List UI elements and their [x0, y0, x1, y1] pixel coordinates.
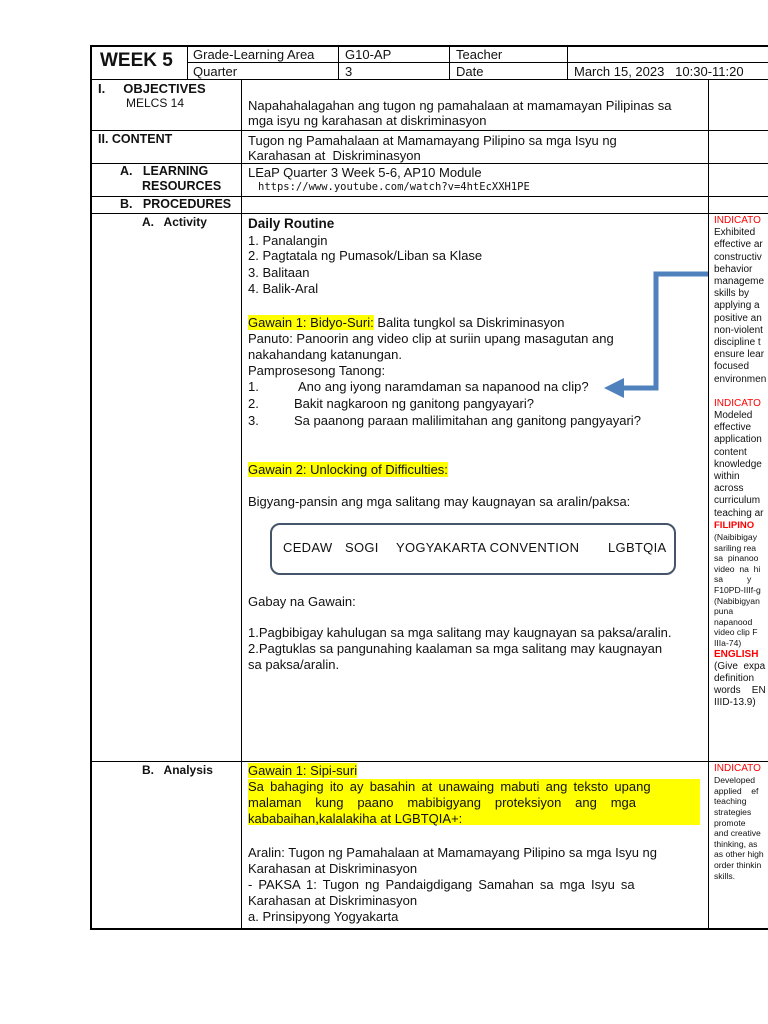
objectives-text-2: mga isyu ng karahasan at diskriminasyon: [248, 113, 487, 128]
indicator-line: Modeled: [714, 410, 753, 422]
indicator-line: thinking, as: [714, 838, 758, 849]
content-text-1: Tugon ng Pamahalaan at Mamamayang Pilipino sa mga Isyu ng: [248, 133, 617, 148]
indicator-line: content: [714, 446, 747, 458]
indicator-line: constructiv: [714, 251, 762, 263]
header-col-4: [567, 45, 568, 80]
filipino-line: IIIa-74): [714, 638, 742, 649]
indicator-line: order thinkin: [714, 859, 762, 870]
indicator-line: applying a: [714, 300, 760, 312]
aralin-line-2: Karahasan at Diskriminasyon: [248, 861, 418, 876]
content-text-2: Karahasan at Diskriminasyon: [248, 148, 421, 163]
routine-item: 1. Panalangin: [248, 233, 328, 248]
paksa-line-2: Karahasan at Diskriminasyon: [248, 893, 418, 908]
indicator-line: teaching ar: [714, 507, 764, 519]
indicator-line: focused: [714, 361, 750, 373]
header-col-2: [338, 45, 339, 80]
question-text: Ano ang iyong naramdaman sa napanood na clip?: [298, 379, 589, 394]
filipino-line: video na hi: [714, 563, 761, 574]
filipino-line: puna: [714, 606, 734, 617]
filipino-line: (Nabibigyan: [714, 595, 760, 606]
gabay-item-2b: sa paksa/aralin.: [248, 657, 340, 672]
header-row-divider: [187, 62, 768, 63]
english-line: definition: [714, 673, 755, 685]
indicator-line: manageme: [714, 276, 765, 288]
indicator-line: applied ef: [714, 785, 759, 796]
gawain1-heading: [248, 315, 564, 330]
indicator-line: strategies: [714, 806, 752, 817]
body-col-1: [241, 80, 242, 929]
gawain2-heading: [248, 462, 448, 477]
header-col-1: [187, 45, 188, 80]
date-value: March 15, 2023 10:30-11:20: [574, 64, 744, 79]
paksa-line-1: - PAKSA 1: Tugon ng Pandaigdigang Samahan sa mga Isyu sa: [248, 877, 635, 892]
term-sogi: SOGI: [345, 540, 379, 555]
english-line: (Give expa: [714, 660, 766, 672]
gabay-item-1: 1.Pagbibigay kahulugan sa mga salitang may kaugnayan sa paksa/aralin.: [248, 625, 672, 640]
filipino-line: F10PD-IIIf-g: [714, 585, 761, 596]
indicator-line: and creative: [714, 828, 761, 839]
filipino-line: sariling rea: [714, 542, 757, 553]
indicator-line: non-violent: [714, 324, 763, 336]
indicator-line: behavior: [714, 263, 753, 275]
gawain2-title: Gawain 2: Unlocking of Difficulties:: [248, 462, 448, 477]
analysis-highlight-line-2: malaman kung paano mabibigyang proteksiyon ang mga: [248, 795, 636, 810]
gawain2-text: Bigyang-pansin ang mga salitang may kaugnayan sa aralin/paksa:: [248, 494, 631, 509]
indicator-line: Developed: [714, 775, 756, 786]
grade-label: Grade-Learning Area: [193, 47, 315, 62]
body-col-2: [708, 80, 709, 929]
gawain1-topic: Balita tungkol sa Diskriminasyon: [373, 315, 565, 330]
panuto-line-2: nakahandang katanungan.: [248, 347, 402, 362]
indicator-line: curriculum: [714, 495, 761, 507]
indicator-line: skills.: [714, 870, 736, 881]
indicator-line: as other high: [714, 849, 764, 860]
routine-item: 3. Balitaan: [248, 265, 310, 280]
term-cedaw: CEDAW: [283, 540, 333, 555]
indicator-line: teaching: [714, 796, 747, 807]
resources-label-1: A. LEARNING: [120, 164, 209, 178]
indicator-line: discipline t: [714, 337, 761, 349]
question-text: Bakit nagkaroon ng ganitong pangyayari?: [294, 396, 534, 411]
english-line: IIID-13.9): [714, 697, 756, 709]
header-col-3: [449, 45, 450, 80]
english-line: words EN: [714, 685, 766, 697]
objectives-melcs: MELCS 14: [126, 96, 185, 110]
routine-title: Daily Routine: [248, 216, 335, 231]
procedures-label: B. PROCEDURES: [120, 197, 232, 211]
analysis-highlight-line-1: Sa bahaging ito ay basahin at unawaing mabuti ang teksto upang: [248, 779, 651, 794]
panuto-line-1: Panuto: Panoorin ang video clip at suriin upang masagutan ang: [248, 331, 614, 346]
content-label: II. CONTENT: [98, 132, 173, 146]
date-label: Date: [456, 64, 484, 79]
indicator-line: ensure lear: [714, 349, 765, 361]
indicator-line: positive an: [714, 312, 762, 324]
term-lgbtqia: LGBTQIA: [608, 540, 667, 555]
row-line-content: [90, 130, 768, 131]
resources-label-2: RESOURCES: [142, 179, 222, 193]
filipino-line: video clip F: [714, 627, 758, 638]
table-border-left: [90, 45, 92, 929]
analysis-label: B. Analysis: [142, 763, 213, 777]
indicator-line: skills by: [714, 288, 750, 300]
quarter-value: 3: [345, 64, 353, 79]
connector-arrow-icon: [600, 264, 710, 406]
indicator-line: application: [714, 434, 762, 446]
row-line-analysis: [90, 761, 768, 762]
routine-item: 2. Pagtatala ng Pumasok/Liban sa Klase: [248, 248, 483, 263]
indicator-line: effective: [714, 422, 752, 434]
filipino-label: FILIPINO: [714, 519, 755, 531]
indicator-line: Exhibited: [714, 227, 756, 239]
table-border-top: [90, 45, 768, 47]
filipino-line: napanood: [714, 616, 753, 627]
indicator-column-activity: [714, 215, 768, 710]
aralin-line-1: Aralin: Tugon ng Pamahalaan at Mamamayang Pilipino sa mga Isyu ng: [248, 845, 658, 860]
filipino-line: sa y: [714, 574, 752, 585]
gawain1-title: Gawain 1: Bidyo-Suri:: [248, 315, 374, 330]
item-a: a. Prinsipyong Yogyakarta: [248, 909, 399, 924]
indicator-line: promote: [714, 817, 746, 828]
analysis-gawain-title: Gawain 1: Sipi-suri: [248, 763, 358, 778]
header-bottom: [90, 79, 768, 80]
indicator-line: environmen: [714, 373, 767, 385]
indicator-line: effective ar: [714, 239, 763, 251]
quarter-label: Quarter: [193, 64, 238, 79]
teacher-label: Teacher: [456, 47, 503, 62]
term-yogyakarta: YOGYAKARTA CONVENTION: [396, 540, 580, 555]
resources-video-link[interactable]: https://www.youtube.com/watch?v=4htEcXXH1PE: [258, 181, 530, 193]
analysis-gawain-heading: [248, 763, 357, 778]
gabay-label: Gabay na Gawain:: [248, 594, 356, 609]
table-border-bottom: [90, 928, 768, 930]
grade-value: G10-AP: [345, 47, 392, 62]
question-number: 1.: [248, 379, 259, 394]
english-label: ENGLISH: [714, 648, 759, 660]
question-number: 2.: [248, 396, 259, 411]
row-line-activity: [90, 213, 768, 214]
indicator-line: knowledge: [714, 458, 762, 470]
objectives-text-1: Napahahalagahan ang tugon ng pamahalaan at mamamayan Pilipinas sa: [248, 98, 672, 113]
week-label: WEEK 5: [100, 50, 173, 71]
objectives-label: I. OBJECTIVES: [98, 81, 206, 96]
indicator-column-analysis: [714, 763, 768, 881]
question-text: Sa paanong paraan malilimitahan ang ganitong pangyayari?: [294, 413, 641, 428]
tanong-label: Pamprosesong Tanong:: [248, 363, 386, 378]
routine-item: 4. Balik-Aral: [248, 281, 319, 296]
indicator-line: across: [714, 483, 744, 495]
analysis-highlight-line-3: kababaihan,kalalakiha at LGBTQIA+:: [248, 811, 463, 826]
activity-label: A. Activity: [142, 215, 207, 229]
gabay-item-2a: 2.Pagtuklas sa pangunahing kaalaman sa mga salitang may kaugnayan: [248, 641, 663, 656]
indicator-1-title: INDICATO: [714, 215, 761, 226]
resources-text: LEaP Quarter 3 Week 5-6, AP10 Module: [248, 165, 482, 180]
filipino-line: sa pinanoo: [714, 553, 759, 564]
indicator-2-title: INDICATO: [714, 397, 761, 409]
indicator-3-title: INDICATO: [714, 763, 761, 774]
indicator-line: within: [714, 471, 740, 483]
filipino-line: (Naibibigay: [714, 532, 757, 543]
question-number: 3.: [248, 413, 259, 428]
